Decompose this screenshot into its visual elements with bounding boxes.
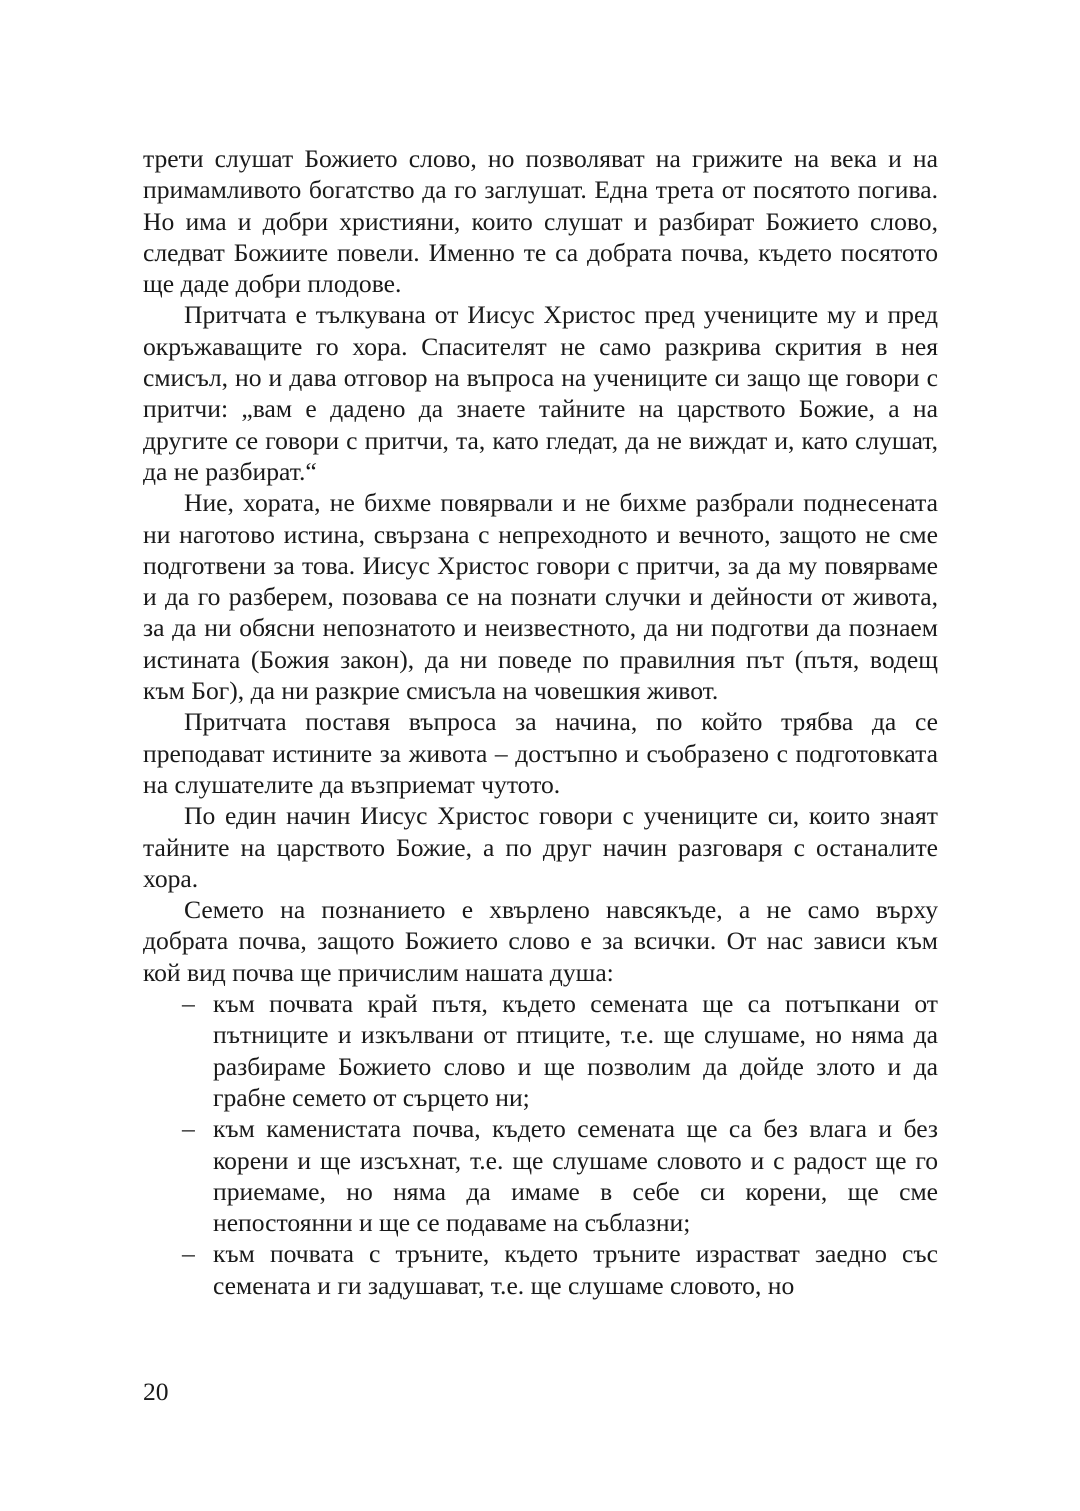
paragraph: Ние, хората, не бихме повярвали и не бихме разбрали поднесената ни наготово истина, свързана с непреходното и вечното, защото не сме подготвени за това. Иисус Христос говори с притчи, за да му повярваме и да го разберем, позовава се на познати случки и дейности от живота, за да ни обясни непознатото и неизвестното, да ни подготви да познаем истината (Божия закон), да ни поведе по правилния път (пътя, водещ към Бог), да ни разкрие смисъла на човешкия живот.: [143, 488, 938, 706]
list-item: [182, 1238, 938, 1301]
list-item-text: към почвата край пътя, където семената ще са потъпкани от пътниците и изкълвани от птиците, т.е. ще слушаме, но няма да разбираме Божието слово и ще позволим да дойде злото и да грабне семето от сърцето ни;: [213, 989, 938, 1112]
paragraph: Притчата поставя въпроса за начина, по който трябва да се преподават истините за живота – достъпно и съобразено с подготовката на слушателите да възприемат чутото.: [143, 707, 938, 799]
list-item: [182, 988, 938, 1113]
list-item: [182, 1113, 938, 1238]
paragraph: Семето на познанието е хвърлено навсякъде, а не само върху добрата почва, защото Божието слово е за всички. От нас зависи към кой вид почва ще причислим нашата душа:: [143, 895, 938, 987]
page-body: [143, 143, 938, 1301]
paragraph: Притчата е тълкувана от Иисус Христос пред учениците му и пред окръжаващите го хора. Спасителят не само разкрива скрития в нея смисъл, но и дава отговор на въпроса на учениците си защо ще говори с притчи: „вам е дадено да знаете тайните на царството Божие, а на другите се говори с притчи, та, като гледат, да не виждат и, като слушат, да не разбират.“: [143, 300, 938, 486]
list-item-text: към почвата с тръните, където тръните израстват заедно със семената и ги задушават, т.е. ще слушаме словото, но: [213, 1239, 938, 1300]
dash-marker: –: [182, 989, 195, 1019]
list-item-text: към каменистата почва, където семената ще са без влага и без корени и ще изсъхнат, т.е. ще слушаме словото и с радост ще го приемаме, но няма да имаме в себе си корени, ще сме непостоянни и ще се подаваме на съблазни;: [213, 1114, 938, 1238]
paragraph: По един начин Иисус Христос говори с учениците си, които знаят тайните на царството Божие, а по друг начин разговаря с останалите хора.: [143, 801, 938, 893]
dash-list: [143, 988, 938, 1301]
paragraph-continued: трети слушат Божието слово, но позволяват на грижите на века и на примамливото богатство да го заглушат. Една трета от посятото погива. Но има и добри християни, които слушат и разбират Божието слово, следват Божиите повели. Именно те са добрата почва, където посятото ще даде добри плодове.: [143, 144, 938, 299]
dash-marker: –: [182, 1114, 195, 1144]
page-number: 20: [143, 1377, 169, 1406]
dash-marker: –: [182, 1239, 195, 1269]
